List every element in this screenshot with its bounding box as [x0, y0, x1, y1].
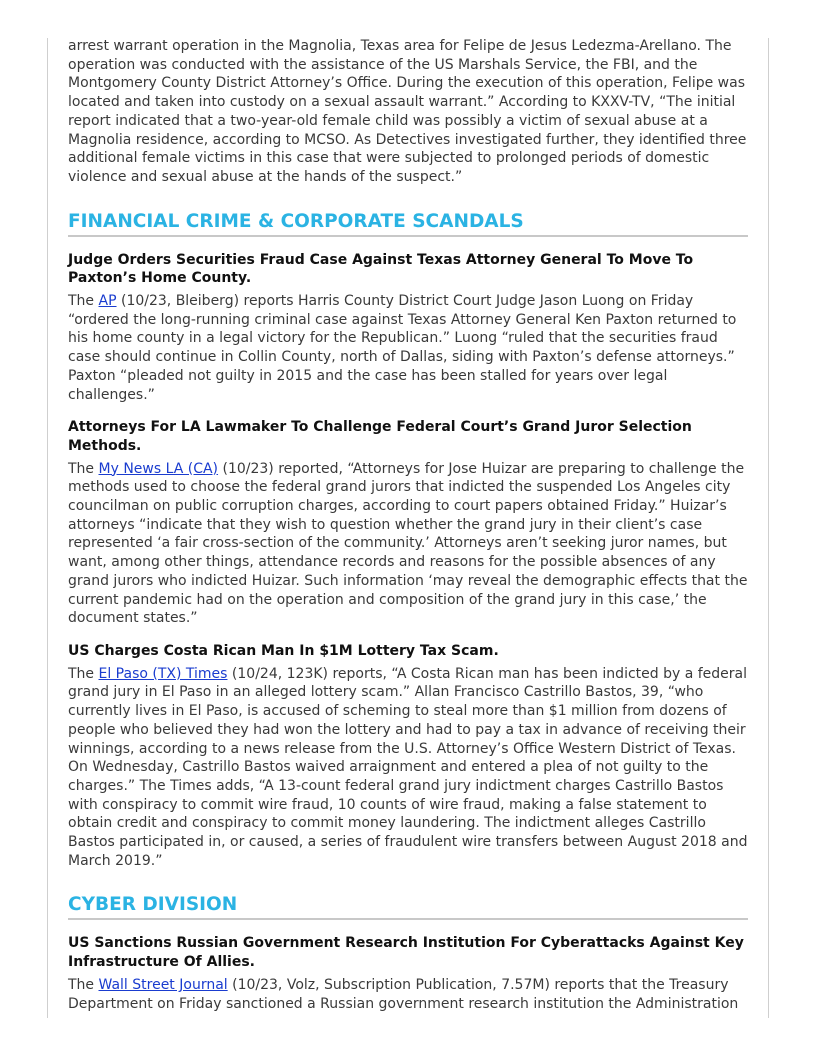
source-link-my-news-la[interactable]: My News LA (CA) — [98, 460, 219, 477]
article-headline: Judge Orders Securities Fraud Case Against Texas Attorney General To Move To Paxton’s Home County. — [68, 251, 694, 287]
section-heading-cyber-division: CYBER DIVISION — [68, 893, 748, 920]
page-right-rule — [768, 38, 769, 1018]
section-heading-financial-crime: FINANCIAL CRIME & CORPORATE SCANDALS — [68, 210, 748, 237]
article-body: The Wall Street Journal (10/23, Volz, Subscription Publication, 7.57M) reports that the Treasury Department on Friday sanctioned a Russian government research institution the Administration — [68, 976, 739, 1012]
article-body: The My News LA (CA) (10/23) reported, “Attorneys for Jose Huizar are preparing to challenge the methods used to choose the federal grand jurors that indicted the suspended Los Angeles city councilman on public corruption charges, according to court papers obtained Friday.” Huizar’s attorneys “indicate that they wish to question whether the grand jury in their client’s case represented ‘a fair cross-section of the community.’ Attorneys aren’t seeking juror names, but want, among other things, attendance records and reasons for the possible absences of any grand jurors who indicted Huizar. Such information ‘may reveal the demographic effects that the current pandemic had on the operation and composition of the grand jury in this case,’ the document states.” — [68, 460, 748, 627]
article-paxton — [68, 251, 748, 405]
article-huizar — [68, 418, 748, 628]
source-link-ap[interactable]: AP — [98, 293, 117, 310]
article-headline: US Charges Costa Rican Man In $1M Lottery Tax Scam. — [68, 642, 499, 659]
article-headline: US Sanctions Russian Government Research Institution For Cyberattacks Against Key Infrastructure Of Allies. — [68, 935, 744, 971]
source-link-wsj[interactable]: Wall Street Journal — [98, 976, 228, 993]
intro-paragraph: arrest warrant operation in the Magnolia, Texas area for Felipe de Jesus Ledezma-Arellano. The operation was conducted with the assistance of the US Marshals Service, the FBI, and the Montgomery County District Attorney’s Office. During the execution of this operation, Felipe was located and taken into custody on a sexual assault warrant.” According to KXXV-TV, “The initial report indicated that a two-year-old female child was possibly a victim of sexual abuse at a Magnolia residence, according to MCSO. As Detectives investigated further, they identified three additional female victims in this case that were subjected to prolonged periods of domestic violence and sexual abuse at the hands of the suspect.” — [68, 38, 747, 185]
source-link-el-paso-times[interactable]: El Paso (TX) Times — [98, 665, 228, 682]
newsletter-content — [68, 37, 748, 1013]
article-body: The El Paso (TX) Times (10/24, 123K) reports, “A Costa Rican man has been indicted by a federal grand jury in El Paso in an alleged lottery scam.” Allan Francisco Castrillo Bastos, 39, “who currently lives in El Paso, is accused of scheming to steal more than $1 million from dozens of people who believed they had won the lottery and had to pay a tax in advance of receiving their winnings, according to a news release from the U.S. Attorney’s Office Western District of Texas. On Wednesday, Castrillo Bastos waived arraignment and entered a plea of not guilty to the charges.” The Times adds, “A 13-count federal grand jury indictment charges Castrillo Bastos with conspiracy to commit wire fraud, 10 counts of wire fraud, making a false statement to obtain credit and conspiracy to commit money laundering. The indictment alleges Castrillo Bastos participated in, or caused, a series of fraudulent wire transfers between August 2018 and March 2019.” — [68, 665, 748, 869]
article-body: The AP (10/23, Bleiberg) reports Harris County District Court Judge Jason Luong on Friday “ordered the long-running criminal case against Texas Attorney General Ken Paxton returned to his home county in a legal victory for the Republican.” Luong “ruled that the securities fraud case should continue in Collin County, north of Dallas, siding with Paxton’s defense attorneys.” Paxton “pleaded not guilty in 2015 and the case has been stalled for years over legal challenges.” — [68, 293, 737, 403]
article-russia-sanctions — [68, 934, 748, 1013]
article-headline: Attorneys For LA Lawmaker To Challenge Federal Court’s Grand Juror Selection Methods. — [68, 419, 692, 454]
page-left-rule — [47, 38, 48, 1018]
article-lottery-scam — [68, 642, 748, 870]
